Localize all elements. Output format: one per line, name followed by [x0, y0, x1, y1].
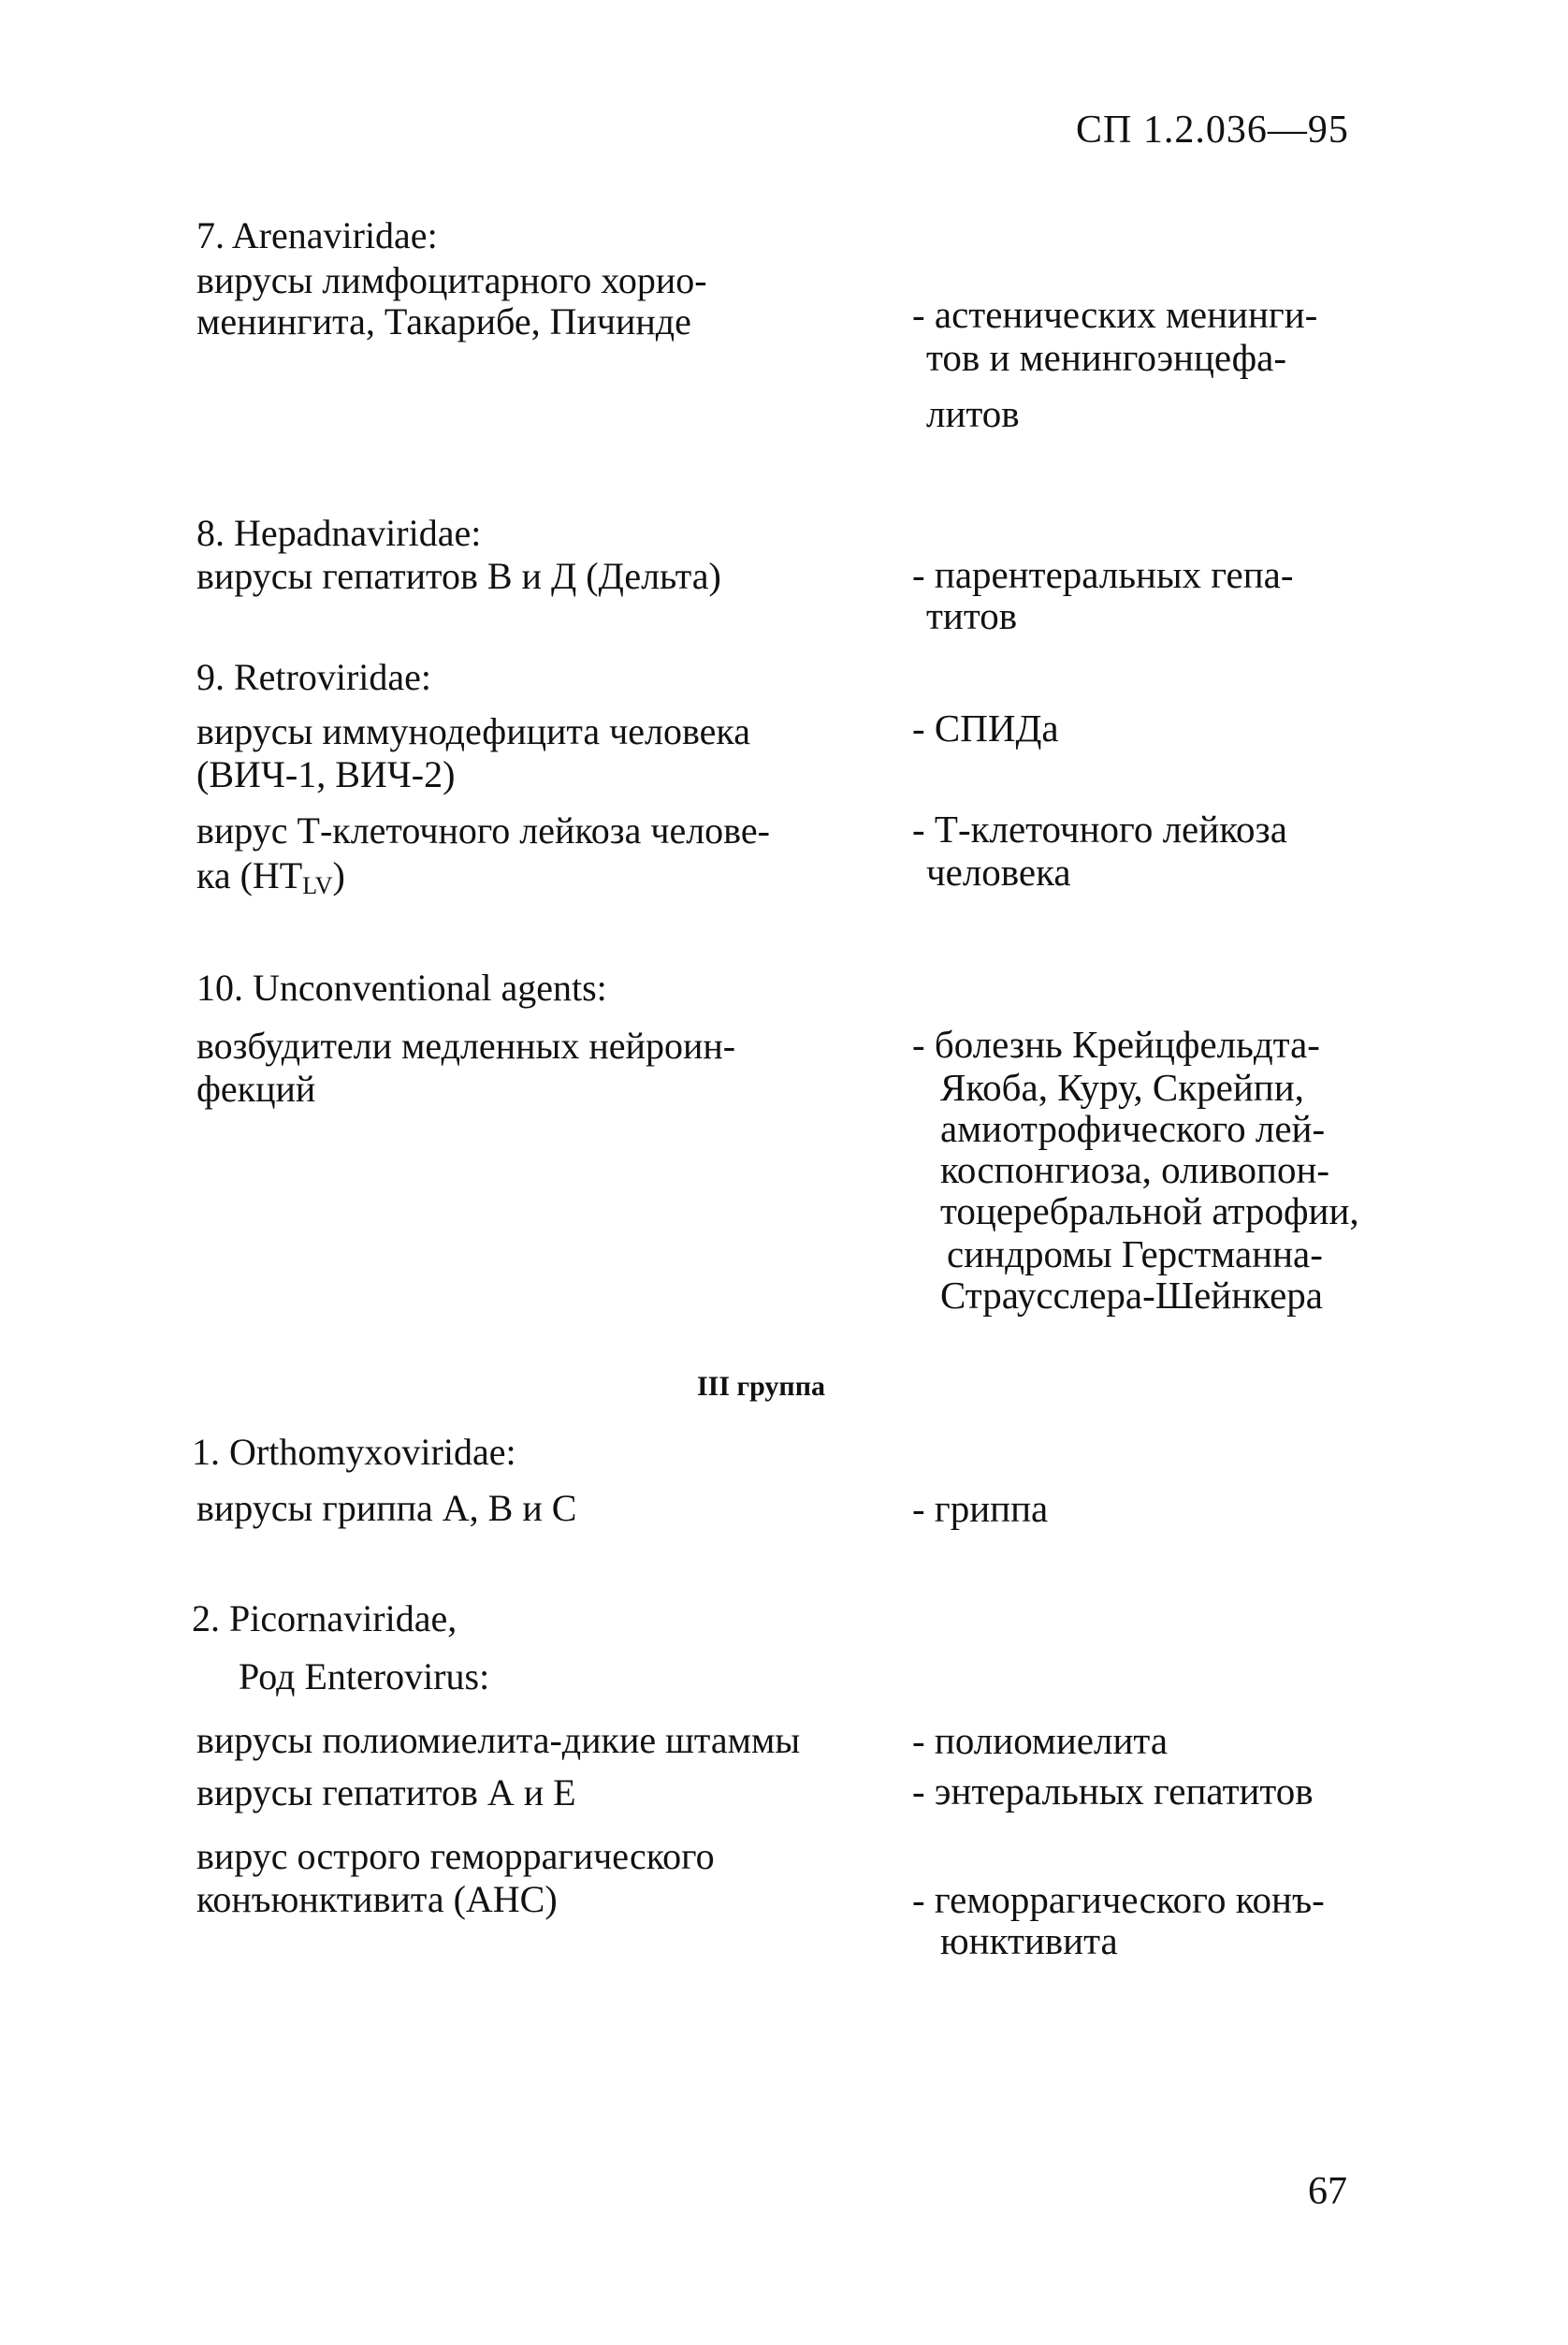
section-7-disease-line-3: литов	[926, 392, 1020, 435]
section-9-title: 9. Retroviridae:	[196, 656, 432, 698]
section-10-disease-line-5: тоцеребральной атрофии,	[940, 1189, 1359, 1232]
group-3-item-2-agent-b: вирусы гепатитов А и Е	[196, 1771, 576, 1813]
section-9-agent-a-line-2: (ВИЧ-1, ВИЧ-2)	[196, 753, 456, 795]
group-3-item-2-disease-c-line-2: юнктивита	[940, 1919, 1118, 1962]
section-9-agent-b-prefix: ка (HT	[196, 854, 303, 896]
group-3-item-2-agent-c-line-1: вирус острого геморрагического	[196, 1835, 715, 1877]
section-9-agent-b-suffix: )	[332, 854, 345, 896]
section-8-disease-line-2: титов	[926, 594, 1018, 637]
section-9-agent-b-line-1: вирус Т-клеточного лейкоза челове-	[196, 809, 770, 852]
section-9-disease-b-line-2: человека	[926, 851, 1071, 894]
section-9-disease-a: - СПИДа	[912, 706, 1059, 750]
section-8-disease-line-1: - парентеральных гепа-	[912, 553, 1294, 596]
document-code-header: СП 1.2.036—95	[1076, 109, 1349, 152]
section-10-disease-line-3: амиотрофического лей-	[940, 1107, 1326, 1150]
section-9-disease-b-line-1: - Т-клеточного лейкоза	[912, 808, 1287, 851]
group-3-item-2-disease-a: - полиомиелита	[912, 1719, 1169, 1762]
group-3-item-1-title: 1. Orthomyxoviridae:	[192, 1431, 516, 1473]
page-number: 67	[1308, 2170, 1347, 2213]
section-10-disease-line-6: синдромы Герстманна-	[947, 1232, 1323, 1275]
section-10-agent-line-1: возбудители медленных нейроин-	[196, 1025, 736, 1067]
group-3-item-2-genus: Род Enterovirus:	[239, 1655, 490, 1697]
group-3-item-2-disease-b: - энтеральных гепатитов	[912, 1770, 1314, 1813]
group-3-item-2-agent-a: вирусы полиомиелита-дикие штаммы	[196, 1719, 801, 1761]
section-7-title: 7. Arenaviridae:	[196, 214, 438, 256]
section-7-agent-line-2: менингита, Такарибе, Пичинде	[196, 300, 691, 342]
group-3-heading: III группа	[697, 1371, 826, 1402]
group-3-item-2-disease-c-line-1: - геморрагического конъ-	[912, 1878, 1325, 1921]
group-3-item-1-disease: - гриппа	[912, 1487, 1049, 1530]
section-8-title: 8. Hepadnaviridae:	[196, 512, 482, 554]
section-7-agent-line-1: вирусы лимфоцитарного хорио-	[196, 259, 707, 301]
section-9-agent-b-subscript: LV	[302, 872, 333, 899]
section-9-agent-b-line-2	[196, 855, 345, 907]
group-3-item-1-agent: вирусы гриппа А, В и С	[196, 1487, 577, 1529]
section-10-disease-line-4: коспонгиоза, оливопон-	[940, 1148, 1330, 1191]
section-9-agent-a-line-1: вирусы иммунодефицита человека	[196, 710, 750, 752]
section-7-disease-line-1: - астенических менинги-	[912, 293, 1318, 336]
section-10-title: 10. Unconventional agents:	[196, 967, 607, 1009]
section-10-disease-line-7: Страусслера-Шейнкера	[940, 1274, 1323, 1317]
section-8-agent-line-1: вирусы гепатитов В и Д (Дельта)	[196, 555, 721, 597]
group-3-item-2-title: 2. Picornaviridae,	[192, 1597, 457, 1639]
section-10-disease-line-1: - болезнь Крейцфельдта-	[912, 1023, 1320, 1066]
group-3-item-2-agent-c-line-2: конъюнктивита (АНС)	[196, 1878, 558, 1920]
section-10-agent-line-2: фекций	[196, 1068, 316, 1110]
section-10-disease-line-2: Якоба, Куру, Скрейпи,	[940, 1066, 1304, 1109]
section-7-disease-line-2: тов и менингоэнцефа-	[926, 336, 1287, 379]
